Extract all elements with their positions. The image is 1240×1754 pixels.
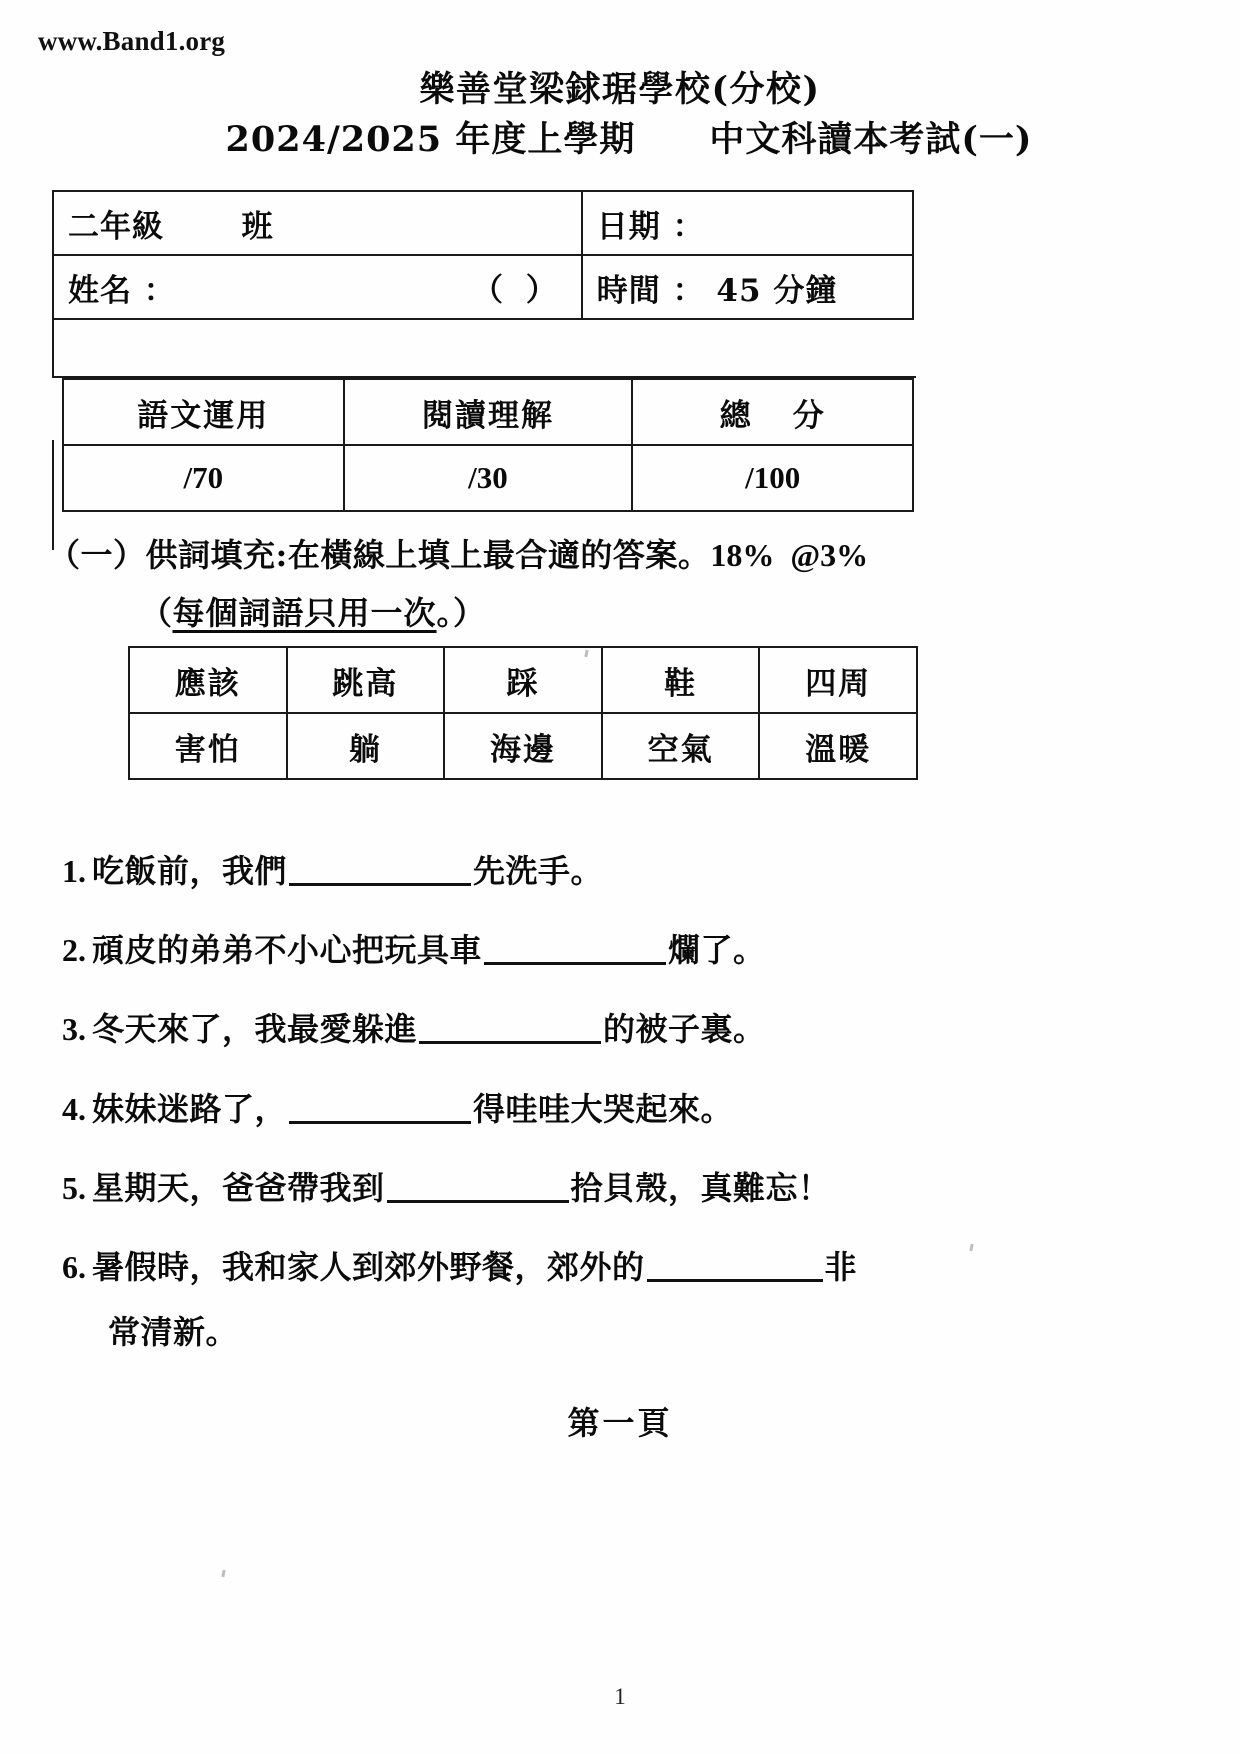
answer-blank[interactable] (484, 962, 666, 965)
student-number-field[interactable]: （ ） (472, 272, 563, 309)
time-value: 45 分鐘 (716, 272, 838, 309)
word-bank-cell[interactable]: 海邊 (444, 713, 602, 779)
question-item-3 (62, 1008, 1184, 1051)
word-bank-cell[interactable]: 四周 (759, 647, 917, 713)
word-bank-cell[interactable]: 空氣 (602, 713, 760, 779)
word-bank-cell[interactable]: 害怕 (129, 713, 287, 779)
question-text-before: 頑皮的弟弟不小心把玩具車 (92, 931, 483, 970)
note-close-paren: 。） (436, 594, 486, 632)
answer-blank[interactable] (289, 1121, 471, 1124)
question-text-before: 吃飯前，我們 (92, 852, 288, 890)
score-value-language[interactable]: /70 (63, 445, 344, 511)
question-text-continuation: 常清新。 (108, 1313, 239, 1352)
scan-speck (221, 1570, 225, 1577)
question-number: 6. (62, 1248, 86, 1285)
note-emphasis: 每個詞語只用一次 (172, 594, 437, 632)
word-bank-cell[interactable]: 躺 (287, 713, 445, 779)
score-header-total (632, 379, 913, 445)
note-open-paren: （ (140, 594, 173, 632)
table-row (129, 647, 917, 713)
school-name: 樂善堂梁銶琚學校(分校) (419, 69, 821, 110)
total-header-left: 總 (719, 397, 753, 434)
question-number: 3. (62, 1011, 86, 1048)
time-label: 時間 ： (596, 272, 705, 309)
question-list (62, 850, 1184, 1390)
score-value-total[interactable]: /100 (632, 445, 913, 511)
question-item-1 (62, 850, 1184, 893)
section-marks-total: 18% (710, 537, 775, 573)
question-item-5 (62, 1167, 1184, 1210)
question-text-after: 拾貝殼，真難忘！ (570, 1168, 831, 1207)
section-marks-each: @3% (790, 537, 869, 573)
question-number: 2. (62, 932, 86, 969)
class-label: 班 (241, 208, 274, 245)
word-bank-cell[interactable]: 跳高 (287, 647, 445, 713)
answer-blank[interactable] (419, 1041, 601, 1044)
total-header-right: 分 (792, 397, 826, 434)
section-number: （一） (48, 536, 146, 574)
date-cell[interactable] (582, 191, 913, 255)
question-text-after: 先洗手。 (473, 852, 604, 890)
word-bank-table (128, 646, 918, 780)
section-note (140, 588, 486, 634)
exam-title-line (0, 118, 1240, 162)
question-text-after: 非 (824, 1247, 858, 1286)
time-cell (582, 255, 913, 319)
exam-title: 中文科讀本考試(一) (709, 118, 1033, 160)
table-row (63, 445, 913, 511)
name-label: 姓名 ： (68, 272, 176, 309)
answer-blank[interactable] (387, 1200, 569, 1203)
word-bank-cell[interactable]: 鞋 (602, 647, 760, 713)
word-bank-cell[interactable]: 踩 (444, 647, 602, 713)
date-label: 日期 ： (596, 208, 705, 245)
question-text-before: 暑假時，我和家人到郊外野餐，郊外的 (92, 1247, 645, 1286)
page-header (0, 68, 1240, 162)
table-row (53, 191, 913, 255)
score-table (62, 378, 914, 512)
question-number: 4. (62, 1090, 86, 1127)
table-row (53, 255, 913, 319)
word-bank-cell[interactable]: 應該 (129, 647, 287, 713)
table-row (129, 713, 917, 779)
page-label: 第一頁 (567, 1404, 673, 1442)
academic-year: 2024/2025 年度上學期 (225, 118, 636, 160)
watermark-url: www.Band1.org (38, 26, 226, 56)
answer-blank[interactable] (289, 883, 471, 886)
question-number: 5. (62, 1169, 86, 1206)
question-text-before: 妹妹迷路了， (92, 1089, 288, 1128)
question-item-6 (62, 1246, 1184, 1354)
question-number: 1. (62, 853, 86, 889)
question-text-after: 得哇哇大哭起來。 (473, 1089, 734, 1128)
answer-blank[interactable] (647, 1279, 823, 1282)
table-row (63, 379, 913, 445)
question-text-before: 星期天，爸爸帶我到 (92, 1168, 385, 1207)
name-cell[interactable] (53, 255, 582, 319)
grade-label: 二年級 (68, 208, 164, 245)
question-item-4 (62, 1088, 1184, 1131)
question-text-after: 爛了。 (668, 931, 766, 970)
score-value-reading[interactable]: /30 (344, 445, 633, 511)
section-title: 供詞填充:在橫線上填上最合適的答案。 (145, 536, 711, 574)
score-header-language: 語文運用 (63, 379, 344, 445)
page-number: 1 (614, 1684, 626, 1709)
question-item-2 (62, 929, 1184, 972)
score-header-reading: 閱讀理解 (344, 379, 633, 445)
question-text-before: 冬天來了，我最愛躲進 (92, 1010, 418, 1049)
grade-class-cell[interactable] (53, 191, 582, 255)
question-text-after: 的被子裏。 (603, 1010, 766, 1049)
blank-spacer-box (52, 314, 916, 378)
word-bank-cell[interactable]: 溫暖 (759, 713, 917, 779)
student-info-table (52, 190, 914, 320)
section-instruction (48, 534, 868, 576)
